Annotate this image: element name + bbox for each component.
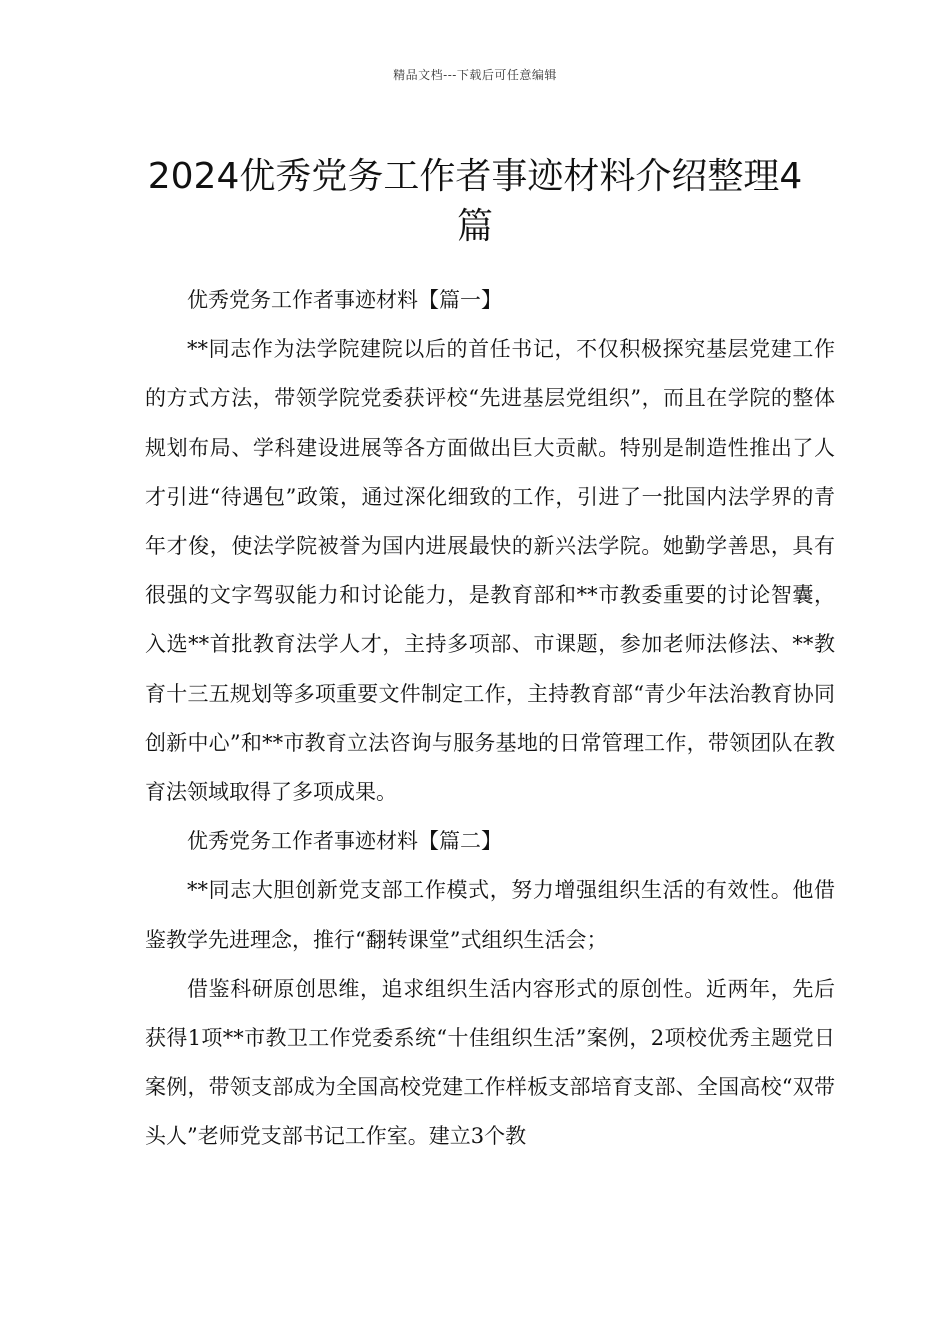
document-body (145, 276, 835, 1162)
paragraph-1-1: **同志作为法学院建院以后的首任书记，不仅积极探究基层党建工作的方式方法，带领学院党委获评校“先进基层党组织”，而且在学院的整体规划布局、学科建设进展等各方面做出巨大贡献。特别是制造性推出了人才引进“待遇包”政策，通过深化细致的工作，引进了一批国内法学界的青年才俊，使法学院被誉为国内进展最快的新兴法学院。她勤学善思，具有很强的文字驾驭能力和讨论能力，是教育部和**市教委重要的讨论智囊，入选**首批教育法学人才，主持多项部、市课题，参加老师法修法、**教育十三五规划等多项重要文件制定工作，主持教育部“青少年法治教育协同创新中心”和**市教育立法咨询与服务基地的日常管理工作，带领团队在教育法领域取得了多项成果。 (145, 337, 835, 805)
section-heading-2: 优秀党务工作者事迹材料【篇二】 (187, 829, 502, 854)
section-heading-1: 优秀党务工作者事迹材料【篇一】 (187, 288, 502, 312)
paragraph-2-1: **同志大胆创新党支部工作模式，努力增强组织生活的有效性。他借鉴教学先进理念，推行“翻转课堂”式组织生活会； (145, 878, 835, 952)
document-title: 2024优秀党务工作者事迹材料介绍整理4篇 (147, 156, 803, 248)
header-note: 精品文档---下载后可任意编辑 (393, 68, 557, 82)
paragraph-2-2: 借鉴科研原创思维，追求组织生活内容形式的原创性。近两年，先后获得1项**市教卫工作党委系统“十佳组织生活”案例，2项校优秀主题党日案例，带领支部成为全国高校党建工作样板支部培育支部、全国高校“双带头人”老师党支部书记工作室。建立3个教 (145, 976, 835, 1149)
